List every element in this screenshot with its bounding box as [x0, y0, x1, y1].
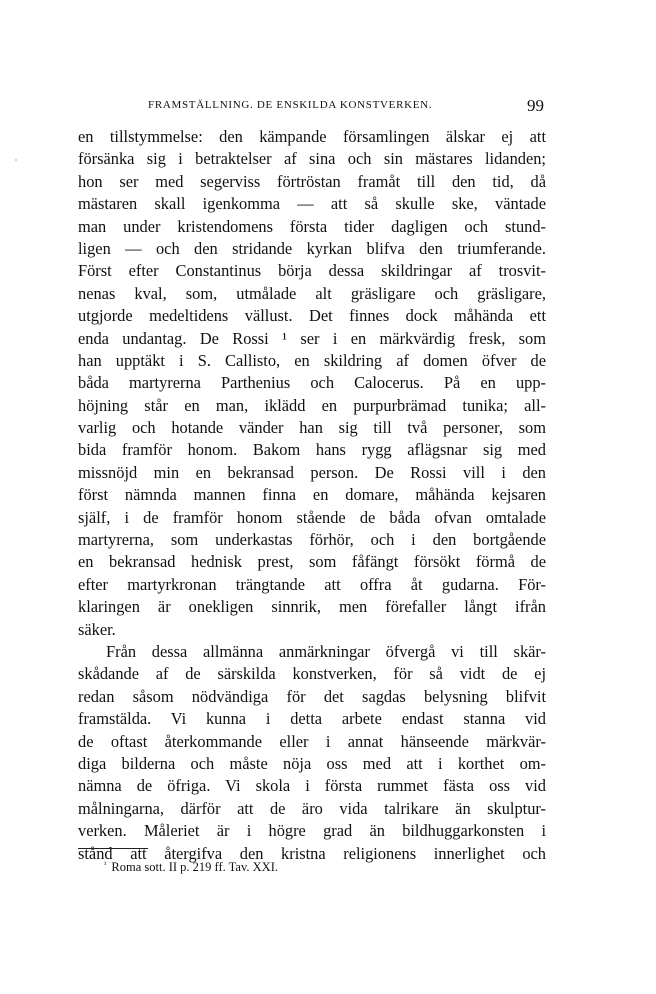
- paper-speck: [15, 159, 17, 161]
- text-line: Först efter Constantinus börja dessa skildringar af trosvit-: [78, 261, 546, 281]
- text-line: ligen — och den stridande kyrkan blifva den triumferande.: [78, 238, 546, 258]
- text-line: framstälda. Vi kunna i detta arbete endast stanna vid: [78, 709, 546, 729]
- text-line: först nämnda mannen finna en domare, måhända kejsaren: [78, 485, 546, 505]
- footnote-divider: [78, 848, 148, 849]
- footnote-marker: ¹: [104, 860, 107, 869]
- footnote-text: Roma sott. II p. 219 ff. Tav. XXI.: [111, 860, 278, 874]
- page-header: [148, 96, 544, 118]
- text-line: verken. Måleriet är i högre grad än bildhuggarkonsten i: [78, 821, 546, 841]
- text-line: Från dessa allmänna anmärkningar öfvergå vi till skär-: [106, 641, 546, 661]
- body-text: [78, 126, 546, 865]
- text-line: man under kristendomens första tider dagligen och stund-: [78, 216, 546, 236]
- text-line: missnöjd min en bekransad person. De Rossi vill i den: [78, 462, 546, 482]
- text-line: försänka sig i betraktelser af sina och sin mästares lidanden;: [78, 149, 546, 169]
- footnote: [104, 860, 278, 875]
- text-line: hon ser med segerviss förtröstan framåt till den tid, då: [78, 171, 546, 191]
- text-line: båda martyrerna Parthenius och Calocerus. På en upp-: [78, 373, 546, 393]
- text-line: de oftast återkommande eller i annat hänseende märkvär-: [78, 731, 546, 751]
- text-line: säker.: [78, 619, 116, 639]
- text-line: diga bilderna och måste nöja oss med att i korthet om-: [78, 753, 546, 773]
- text-line: skådande af de särskilda konstverken, för så vidt de ej: [78, 664, 546, 684]
- text-line: målningarna, därför att de äro vida talrikare än skulptur-: [78, 798, 546, 818]
- page-number: 99: [527, 96, 544, 115]
- running-head: FRAMSTÄLLNING. DE ENSKILDA KONSTVERKEN.: [148, 99, 433, 111]
- text-line: efter martyrkronan trängtande att offra åt gudarna. För-: [78, 574, 546, 594]
- text-line: mästaren skall igenkomma — att så skulle ske, väntade: [78, 194, 546, 214]
- text-line: klaringen är onekligen sinnrik, men förefaller långt ifrån: [78, 597, 546, 617]
- text-line: höjning står en man, iklädd en purpurbrämad tunika; all-: [78, 395, 546, 415]
- text-line: enda undantag. De Rossi ¹ ser i en märkvärdig fresk, som: [78, 328, 546, 348]
- text-line: han upptäkt i S. Callisto, en skildring af domen öfver de: [78, 350, 546, 370]
- text-line: nenas kval, som, utmålade alt gräsligare och gräsligare,: [78, 283, 546, 303]
- text-line: nämna de öfriga. Vi skola i första rummet fästa oss vid: [78, 776, 546, 796]
- text-line: bida framför honom. Bakom hans rygg aflägsnar sig med: [78, 440, 546, 460]
- text-line: en bekransad hednisk prest, som fåfängt försökt förmå de: [78, 552, 546, 572]
- text-line: själf, i de framför honom stående de båda ofvan omtalade: [78, 507, 546, 527]
- text-line: martyrerna, som underkastas förhör, och i den bortgående: [78, 530, 546, 550]
- text-line: redan såsom nödvändiga för det sagdas belysning blifvit: [78, 686, 546, 706]
- text-line: varlig och hotande vänder han sig till två personer, som: [78, 418, 546, 438]
- text-line: stånd att återgifva den kristna religionens innerlighet och: [78, 843, 546, 863]
- text-line: en tillstymmelse: den kämpande församlingen älskar ej att: [78, 127, 546, 146]
- text-line: utgjorde medeltidens vällust. Det finnes dock måhända ett: [78, 306, 546, 326]
